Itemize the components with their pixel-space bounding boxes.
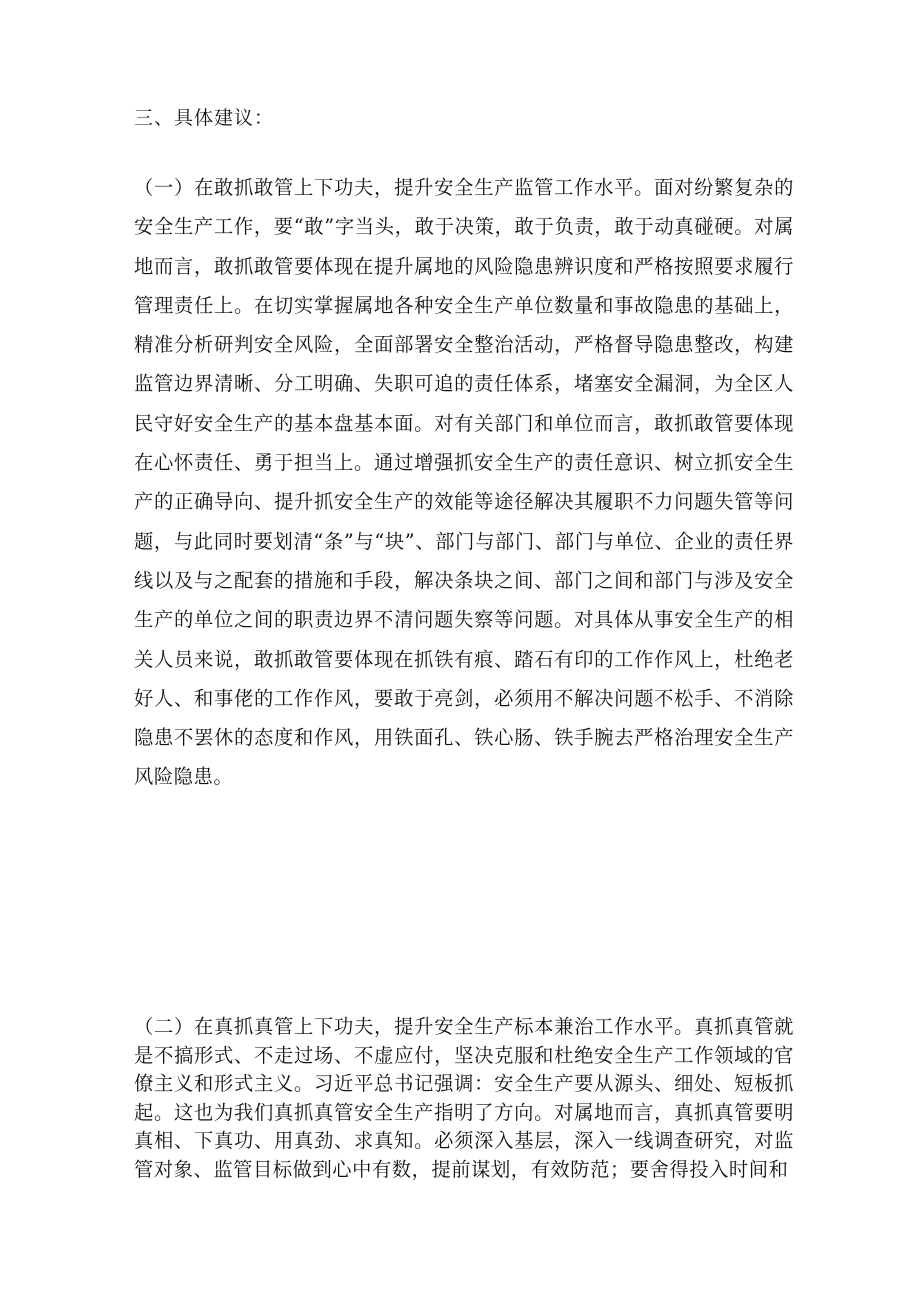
paragraph-1: （一）在敢抓敢管上下功夫，提升安全生产监管工作水平。面对纷繁复杂的安全生产工作，要“敢”字当头，敢于决策，敢于负责，敢于动真碰硬。对属地而言，敢抓敢管要体现在提升属地的风险隐患辨识度和严格按照要求履行管理责任上。在切实掌握属地各种安全生产单位数量和事故隐患的基础上，精准分析研判安全风险，全面部署安全整治活动，严格督导隐患整改，构建监管边界清晰、分工明确、失职可追的责任体系，堵塞安全漏洞，为全区人民守好安全生产的基本盘基本面。对有关部门和单位而言，敢抓敢管要体现在心怀责任、勇于担当上。通过增强抓安全生产的责任意识、树立抓安全生产的正确导向、提升抓安全生产的效能等途径解决其履职不力问题失管等问题，与此同时要划清“条”与“块”、部门与部门、部门与单位、企业的责任界线以及与之配套的措施和手段，解决条块之间、部门之间和部门与涉及安全生产的单位之间的职责边界不清问题失察等问题。对具体从事安全生产的相关人员来说，敢抓敢管要体现在抓铁有痕、踏石有印的工作作风上，杜绝老好人、和事佬的工作作风，要敢于亮剑，必须用不解决问题不松手、不消除隐患不罢休的态度和作风，用铁面孔、铁心肠、铁手腕去严格治理安全生产风险隐患。 [134, 176, 794, 789]
paragraph-2: （二）在真抓真管上下功夫，提升安全生产标本兼治工作水平。真抓真管就是不搞形式、不走过场、不虚应付，坚决克服和杜绝安全生产工作领域的官僚主义和形式主义。习近平总书记强调：安全生产要从源头、细处、短板抓起。这也为我们真抓真管安全生产指明了方向。对属地而言，真抓真管要明真相、下真功、用真劲、求真知。必须深入基层，深入一线调查研究，对监管对象、监管目标做到心中有数，提前谋划，有效防范；要舍得投入时间和 [134, 1015, 794, 1181]
section-heading: 三、具体建议： [134, 107, 275, 129]
